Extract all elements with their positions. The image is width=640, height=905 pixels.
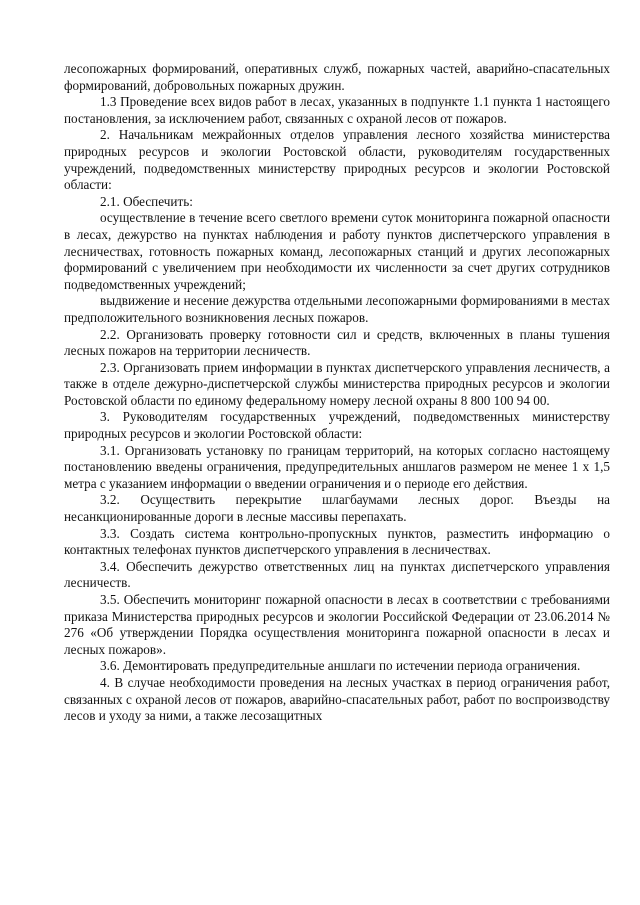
paragraph-3-2: 3.2. Осуществить перекрытие шлагбаумами лесных дорог. Въезды на несанкционированные дороги в лесные массивы перепахать. <box>64 492 610 525</box>
paragraph-3-4: 3.4. Обеспечить дежурство ответственных лиц на пунктах диспетчерского управления лесничеств. <box>64 558 610 591</box>
paragraph-2-1-item-1: осуществление в течение всего светлого времени суток мониторинга пожарной опасности в лесах, дежурство на пунктах наблюдения и работу пунктов диспетчерского управления в лесничествах, готовность пожарных команд, лесопожарных станций и других лесопожарных формирований с увеличением при необходимости их численности за счет других сотрудников подведомственных учреждений; <box>64 210 610 292</box>
paragraph-3-3: 3.3. Создать система контрольно-пропускных пунктов, разместить информацию о контактных телефонах пунктов диспетчерского управления в лесничествах. <box>64 525 610 558</box>
paragraph-continuation: лесопожарных формирований, оперативных служб, пожарных частей, аварийно-спасательных формирований, добровольных пожарных дружин. <box>64 61 610 93</box>
paragraph-2-1: 2.1. Обеспечить: <box>100 193 193 209</box>
paragraph-1-3: 1.3 Проведение всех видов работ в лесах, указанных в подпункте 1.1 пункта 1 настоящего постановления, за исключением работ, связанных с охраной лесов от пожаров. <box>64 94 610 126</box>
paragraph-4: 4. В случае необходимости проведения на лесных участках в период ограничения работ, связанных с охраной лесов от пожаров, аварийно-спасательных работ, работ по воспроизводству лесов и уходу за ними, а также лесозащитных <box>64 674 610 724</box>
paragraph-2-1-item-2: выдвижение и несение дежурства отдельными лесопожарными формированиями в местах предположительного возникновения лесных пожаров. <box>64 293 610 325</box>
paragraph-3-1: 3.1. Организовать установку по границам территорий, на которых согласно настоящему постановлению введены ограничения, предупредительных аншлагов размером не менее 1 х 1,5 метра с указанием информации о введении ограничения и о периоде его действия. <box>64 442 610 491</box>
paragraph-2-3: 2.3. Организовать прием информации в пунктах диспетчерского управления лесничеств, а также в отделе дежурно-диспетчерской службы министерства природных ресурсов и экологии Ростовской области по единому федеральному номеру лесной охраны 8 800 100 94 00. <box>64 359 610 408</box>
paragraph-2: 2. Начальникам межрайонных отделов управления лесного хозяйства министерства природных ресурсов и экологии Ростовской области, руководителям государственных учреждений, подведомственных министерству природных ресурсов и экологии Ростовской области: <box>64 127 610 193</box>
paragraph-3-6: 3.6. Демонтировать предупредительные аншлаги по истечении периода ограничения. <box>100 658 581 674</box>
paragraph-2-2: 2.2. Организовать проверку готовности сил и средств, включенных в планы тушения лесных пожаров на территории лесничеств. <box>64 326 610 359</box>
paragraph-3: 3. Руководителям государственных учреждений, подведомственных министерству природных ресурсов и экологии Ростовской области: <box>64 409 610 442</box>
paragraph-3-5: 3.5. Обеспечить мониторинг пожарной опасности в лесах в соответствии с требованиями приказа Министерства природных ресурсов и экологии Российской Федерации от 23.06.2014 № 276 «Об утверждении Порядка осуществления мониторинга пожарной опасности в лесах и лесных пожаров». <box>64 592 610 657</box>
document-body <box>64 61 610 725</box>
